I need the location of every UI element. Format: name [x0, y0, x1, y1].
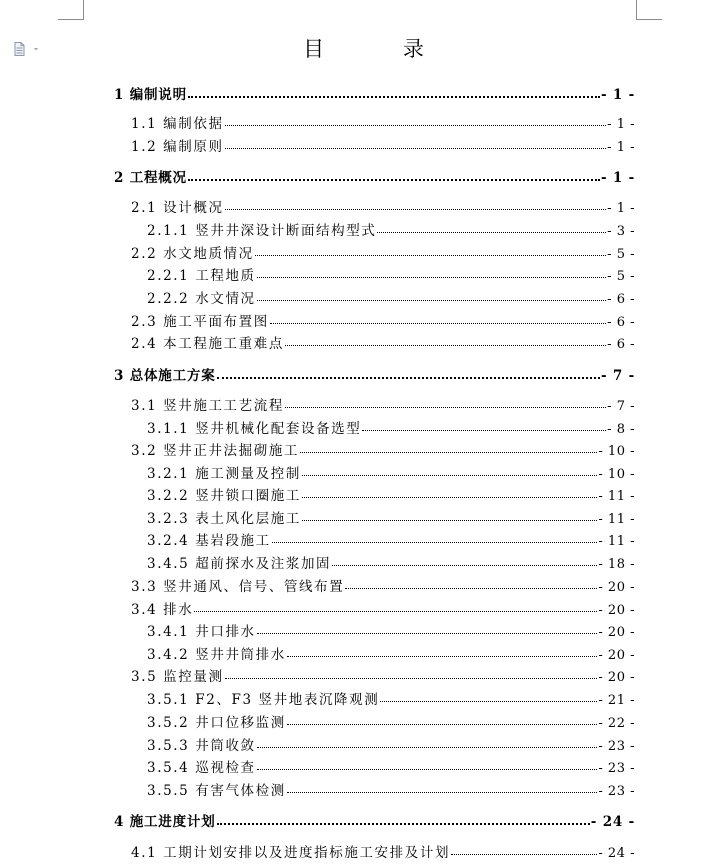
toc-entry-title: 3.4.5 超前探水及注浆加固	[147, 556, 332, 572]
toc-entry-title: 4 施工进度计划	[114, 814, 216, 830]
toc-dot-leader	[451, 853, 597, 855]
toc-entry-page: - 21 -	[598, 693, 635, 708]
toc-entry-page: - 20 -	[598, 603, 635, 618]
toc-dot-leader	[188, 95, 600, 98]
toc-entry-title: 1 编制说明	[114, 87, 187, 103]
toc-dot-leader	[194, 610, 597, 612]
toc-entry[interactable]	[147, 554, 635, 574]
toc-dot-leader	[257, 632, 598, 634]
toc-dot-leader	[332, 564, 597, 566]
toc-entry-title: 3.5.5 有害气体检测	[147, 783, 286, 799]
toc-entry-title: 3.4.2 竖井井筒排水	[147, 647, 286, 663]
toc-entry-page: - 22 -	[598, 716, 635, 731]
toc-dot-leader	[270, 322, 606, 324]
toc-entry[interactable]	[131, 198, 635, 218]
toc-entry-page: - 10 -	[598, 444, 635, 459]
toc-entry-page: - 1 -	[607, 117, 635, 132]
toc-dot-leader	[272, 541, 598, 543]
toc-dot-leader	[377, 231, 606, 233]
toc-entry-page: - 20 -	[598, 648, 635, 663]
toc-dot-leader	[302, 519, 597, 521]
toc-entry[interactable]	[131, 114, 635, 134]
toc-entry-page: - 1 -	[601, 87, 635, 103]
toc-entry-title: 3.3 竖井通风、信号、管线布置	[131, 579, 345, 595]
toc-entry-title: 3.5.4 巡视检查	[147, 760, 256, 776]
toc-entry[interactable]	[114, 168, 635, 188]
toc-dot-leader	[257, 746, 598, 748]
toc-entry-title: 3.5 监控量测	[131, 669, 224, 685]
toc-entry-page: - 23 -	[598, 739, 635, 754]
toc-entry-page: - 24 -	[590, 814, 635, 830]
toc-entry[interactable]	[147, 464, 635, 484]
toc-dot-leader	[285, 344, 606, 346]
toc-entry-page: - 3 -	[607, 224, 635, 239]
toc-dot-leader	[255, 254, 606, 256]
toc-entry-page: - 5 -	[607, 247, 635, 262]
toc-entry-title: 3.5.1 F2、F3 竖井地表沉降观测	[147, 692, 380, 708]
toc-entry-page: - 8 -	[607, 422, 635, 437]
toc-entry-page: - 1 -	[607, 140, 635, 155]
toc-entry-page: - 20 -	[598, 670, 635, 685]
toc-entry[interactable]	[131, 600, 635, 620]
toc-dot-leader	[287, 723, 598, 725]
toc-entry[interactable]	[131, 667, 635, 687]
toc-dot-leader	[217, 376, 601, 379]
toc-entry-title: 3.2.1 施工测量及控制	[147, 466, 301, 482]
toc-dot-leader	[302, 474, 597, 476]
toc-entry-page: - 11 -	[598, 489, 635, 504]
toc-dot-leader	[287, 791, 598, 793]
toc-entry-title: 3.2.4 基岩段施工	[147, 533, 271, 549]
toc-dot-leader	[285, 406, 606, 408]
toc-entry[interactable]	[131, 441, 635, 461]
toc-entry-title: 1.1 编制依据	[131, 116, 224, 132]
toc-entry[interactable]	[147, 531, 635, 551]
toc-entry-page: - 11 -	[598, 534, 635, 549]
toc-entry-title: 2.2.1 工程地质	[147, 268, 256, 284]
toc-dot-leader	[345, 587, 597, 589]
toc-entry-title: 3.5.2 井口位移监测	[147, 715, 286, 731]
toc-entry-page: - 23 -	[598, 784, 635, 799]
toc-entry[interactable]	[147, 758, 635, 778]
toc-entry-page: - 6 -	[607, 292, 635, 307]
toc-entry-title: 3.2.3 表土风化层施工	[147, 511, 301, 527]
toc-entry-page: - 5 -	[607, 269, 635, 284]
toc-entry[interactable]	[147, 509, 635, 529]
toc-entry-title: 2.4 本工程施工重难点	[131, 336, 284, 352]
toc-entry-title: 2.1 设计概况	[131, 200, 224, 216]
toc-entry-page: - 10 -	[598, 467, 635, 482]
toc-entry-title: 3 总体施工方案	[114, 368, 216, 384]
toc-entry-page: - 6 -	[607, 315, 635, 330]
toc-entry-title: 3.1 竖井施工工艺流程	[131, 398, 284, 414]
toc-dot-leader	[257, 299, 607, 301]
toc-dot-leader	[188, 178, 600, 181]
toc-entry-page: - 11 -	[598, 512, 635, 527]
toc-entry-title: 3.5.3 井筒收敛	[147, 738, 256, 754]
toc-entry[interactable]	[131, 137, 635, 157]
toc-entry-page: - 6 -	[607, 337, 635, 352]
toc-entry[interactable]	[147, 781, 635, 801]
toc-entry-title: 3.2.2 竖井锁口圈施工	[147, 488, 301, 504]
toc-entry-title: 2.1.1 竖井井深设计断面结构型式	[147, 223, 377, 239]
toc-entry-page: - 24 -	[598, 846, 635, 861]
toc-entry[interactable]	[147, 221, 635, 241]
toc-entry[interactable]	[147, 713, 635, 733]
toc-entry[interactable]	[131, 577, 635, 597]
toc-entry-page: - 20 -	[598, 580, 635, 595]
toc-dot-leader	[257, 276, 607, 278]
toc-entry-title: 3.4.1 井口排水	[147, 624, 256, 640]
toc-dot-leader	[217, 822, 590, 825]
toc-entry[interactable]	[147, 736, 635, 756]
toc-entry-page: - 18 -	[598, 557, 635, 572]
toc-entry[interactable]	[114, 366, 635, 386]
toc-dot-leader	[225, 677, 598, 679]
toc-entry-title: 3.2 竖井正井法掘砌施工	[131, 443, 300, 459]
toc-dot-leader	[380, 700, 597, 702]
toc-entry-title: 2.3 施工平面布置图	[131, 314, 269, 330]
toc-entry-page: - 1 -	[601, 170, 635, 186]
toc-dot-leader	[225, 147, 607, 149]
toc-entry-page: - 7 -	[607, 399, 635, 414]
toc-entry[interactable]	[147, 486, 635, 506]
toc-dot-leader	[257, 768, 598, 770]
toc-entry-title: 2 工程概况	[114, 170, 187, 186]
toc-entry[interactable]	[131, 334, 635, 354]
toc-entry-title: 2.2 水文地质情况	[131, 246, 254, 262]
toc-dot-leader	[225, 124, 607, 126]
toc-entry-title: 1.2 编制原则	[131, 139, 224, 155]
toc-entry[interactable]	[114, 85, 635, 105]
toc-title: 目 录	[303, 37, 460, 61]
toc-entry-page: - 23 -	[598, 761, 635, 776]
toc-entry[interactable]	[147, 645, 635, 665]
toc-dot-leader	[302, 496, 597, 498]
toc-dot-leader	[225, 208, 607, 210]
toc-entry[interactable]	[131, 244, 635, 264]
toc-entry[interactable]	[147, 289, 635, 309]
toc-entry[interactable]	[131, 843, 635, 863]
toc-entry-title: 3.4 排水	[131, 602, 194, 618]
toc-entry[interactable]	[147, 622, 635, 642]
toc-entry[interactable]	[131, 312, 635, 332]
toc-entry-page: - 20 -	[598, 625, 635, 640]
toc-entry[interactable]	[131, 396, 635, 416]
toc-entry[interactable]	[147, 419, 635, 439]
toc-entry[interactable]	[147, 266, 635, 286]
toc-entry-title: 3.1.1 竖井机械化配套设备选型	[147, 421, 362, 437]
toc-entry-title: 2.2.2 水文情况	[147, 291, 256, 307]
toc-dot-leader	[300, 451, 597, 453]
toc-dot-leader	[362, 429, 606, 431]
toc-entry-page: - 1 -	[607, 201, 635, 216]
toc-entry-page: - 7 -	[601, 368, 635, 384]
toc-entry-title: 4.1 工期计划安排以及进度指标施工安排及计划	[131, 845, 451, 861]
toc-entry[interactable]	[147, 690, 635, 710]
toc-dot-leader	[287, 655, 598, 657]
toc-entry[interactable]	[114, 812, 635, 832]
